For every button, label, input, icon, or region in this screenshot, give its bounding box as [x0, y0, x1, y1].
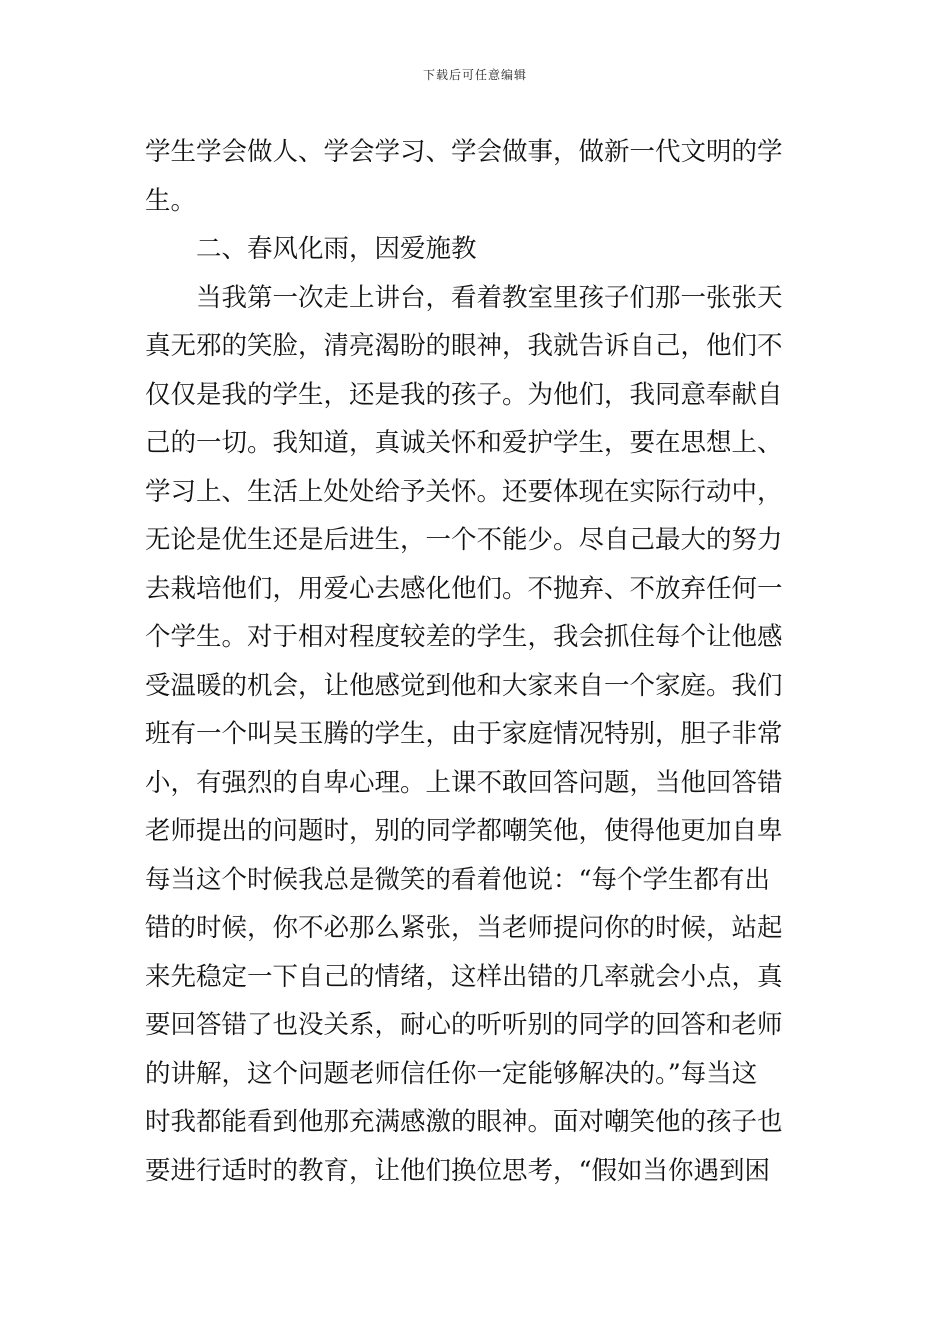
text-line: 时我都能看到他那充满感激的眼神。面对嘲笑他的孩子也 — [145, 1107, 783, 1137]
section-heading: 二、春风化雨，因爱施教 — [196, 234, 477, 264]
text-line: 己的一切。我知道，真诚关怀和爱护学生，要在思想上、 — [145, 428, 783, 458]
text-line: 去栽培他们，用爱心去感化他们。不抛弃、不放弃任何一 — [145, 573, 783, 604]
text-line: 个学生。对于相对程度较差的学生，我会抓住每个让他感 — [145, 622, 783, 652]
text-line: 学习上、生活上处处给予关怀。还要体现在实际行动中， — [145, 476, 783, 507]
text-line: 生。 — [145, 185, 197, 216]
text-line: 班有一个叫吴玉腾的学生，由于家庭情况特别，胆子非常 — [145, 719, 783, 749]
document-body — [145, 128, 807, 1195]
text-line: 小，有强烈的自卑心理。上课不敢回答问题，当他回答错 — [145, 767, 783, 798]
text-line: 老师提出的问题时，别的同学都嘲笑他，使得他更加自卑 — [145, 816, 783, 846]
text-line: 仅仅是我的学生，还是我的孩子。为他们，我同意奉献自 — [145, 379, 783, 410]
text-line: 的讲解，这个问题老师信任你一定能够解决的。”每当这 — [145, 1058, 758, 1089]
text-line: 每当这个时候我总是微笑的看着他说：“每个学生都有出 — [145, 864, 771, 895]
text-line: 错的时候，你不必那么紧张，当老师提问你的时候，站起 — [145, 913, 783, 943]
text-line: 当我第一次走上讲台，看着教室里孩子们那一张张天 — [196, 282, 783, 313]
page-header-note: 下载后可任意编辑 — [422, 68, 527, 82]
text-line: 受温暖的机会，让他感觉到他和大家来自一个家庭。我们 — [145, 670, 783, 701]
text-line: 要进行适时的教育，让他们换位思考，“假如当你遇到困 — [145, 1155, 771, 1186]
text-line: 来先稳定一下自己的情绪，这样出错的几率就会小点，真 — [145, 961, 783, 992]
text-line: 要回答错了也没关系，耐心的听听别的同学的回答和老师 — [145, 1010, 783, 1040]
text-line: 学生学会做人、学会学习、学会做事，做新一代文明的学 — [145, 137, 783, 167]
text-line: 无论是优生还是后进生，一个不能少。尽自己最大的努力 — [145, 525, 783, 555]
text-line: 真无邪的笑脸，清亮渴盼的眼神，我就告诉自己，他们不 — [145, 331, 783, 361]
